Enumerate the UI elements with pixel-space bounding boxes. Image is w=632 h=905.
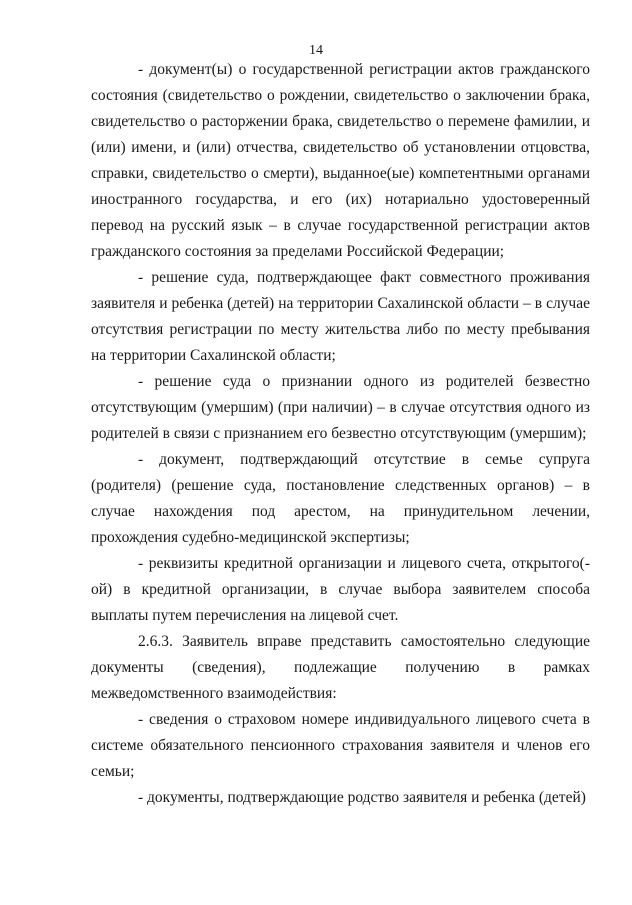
paragraph-civil-status-documents: - документ(ы) о государственной регистрации актов гражданского состояния (свидетельство о рождении, свидетельство о заключении брака, свидетельство о расторжении брака, свидетельство о перемене фамилии, и (или) имени, и (или) отчества, свидетельство об установлении отцовства, справки, свидетельство о смерти), выданное(ые) компетентными органами иностранного государства, и его (их) нотариально удостоверенный перевод на русский язык – в случае государственной регистрации актов гражданского состояния за пределами Российской Федерации; xyxy=(91,61,590,260)
page-number: 14 xyxy=(309,43,323,58)
paragraph-section-2-6-3: 2.6.3. Заявитель вправе представить самостоятельно следующие документы (сведения), подлежащие получению в рамках межведомственного взаимодействия: xyxy=(91,633,590,702)
paragraph-kinship-documents: - документы, подтверждающие родство заявителя и ребенка (детей) xyxy=(138,789,586,806)
paragraph-spouse-absence-document: - документ, подтверждающий отсутствие в семье супруга (родителя) (решение суда, постановление следственных органов) – в случае нахождения под арестом, на принудительном лечении, прохождения судебно-медицинской экспертизы; xyxy=(91,451,590,546)
paragraph-insurance-number: - сведения о страховом номере индивидуального лицевого счета в системе обязательного пенсионного страхования заявителя и членов его семьи; xyxy=(91,711,590,780)
paragraph-cohabitation-court-decision: - решение суда, подтверждающее факт совместного проживания заявителя и ребенка (детей) на территории Сахалинской области – в случае отсутствия регистрации по месту жительства либо по месту пребывания на территории Сахалинской области; xyxy=(91,269,590,364)
document-body xyxy=(91,57,590,811)
paragraph-bank-details: - реквизиты кредитной организации и лицевого счета, открытого(-ой) в кредитной организации, в случае выбора заявителем способа выплаты путем перечисления на лицевой счет. xyxy=(91,555,590,624)
paragraph-missing-parent-decision: - решение суда о признании одного из родителей безвестно отсутствующим (умершим) (при наличии) – в случае отсутствия одного из родителей в связи с признанием его безвестно отсутствующим (умершим); xyxy=(91,373,590,442)
